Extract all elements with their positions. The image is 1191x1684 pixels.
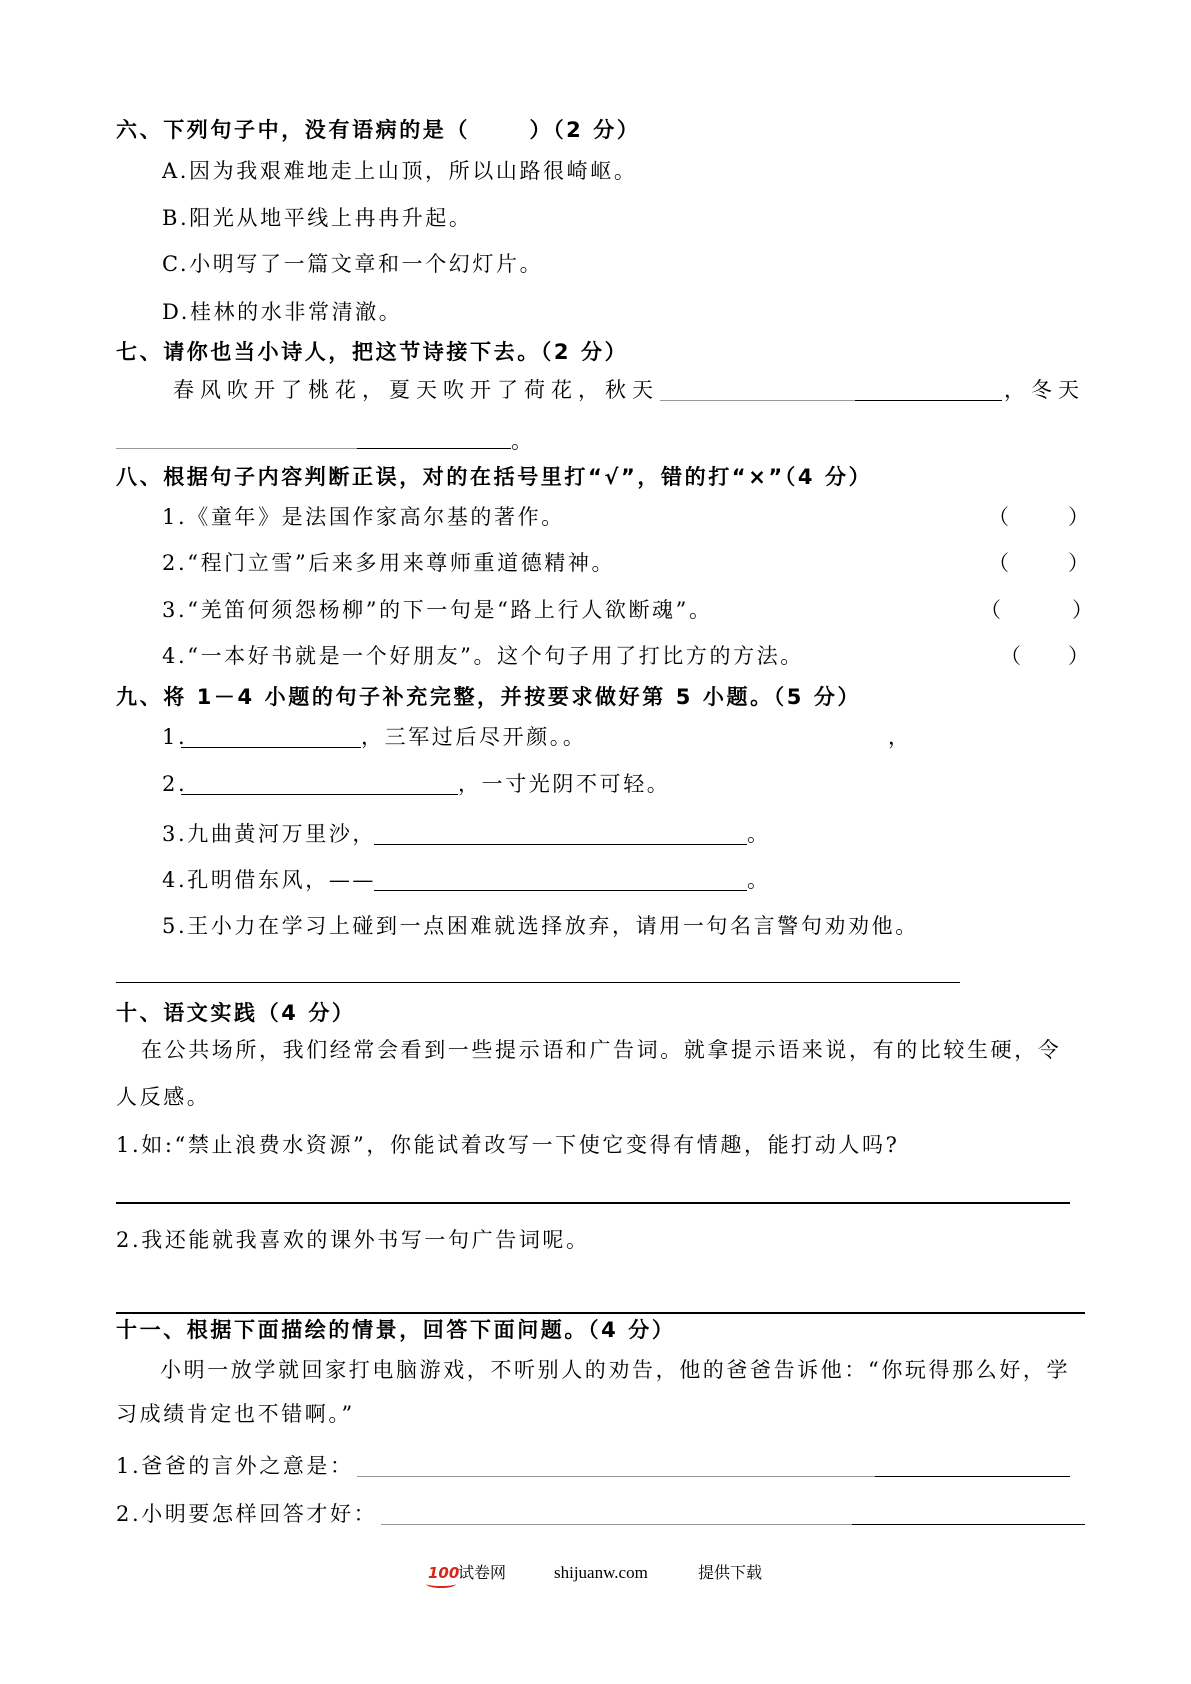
question-6-option-a: A.因为我艰难地走上山顶，所以山路很崎岖。	[162, 159, 638, 183]
fill-item-1-text: ，三军过后尽开颜。。	[361, 725, 587, 749]
question-9-heading: 九、将 1－4 小题的句子补充完整，并按要求做好第 5 小题。（5 分）	[116, 685, 862, 709]
poem-blank-2-grey	[116, 448, 357, 449]
poem-blank-1-grey	[660, 400, 855, 401]
poem-line-2-end: 。	[511, 429, 535, 453]
question-6-option-c: C.小明写了一篇文章和一个幻灯片。	[162, 252, 544, 276]
judgement-paren-open-4: （	[1000, 644, 1021, 668]
fill-item-3-end: 。	[747, 822, 771, 846]
fill-item-4-text: 4.孔明借东风，——	[162, 868, 377, 892]
footer-logo-number: 100	[428, 1564, 460, 1582]
question-11-subquestion-2: 2.小明要怎样回答才好：	[116, 1502, 378, 1526]
question-10-paragraph-line-1: 在公共场所，我们经常会看到一些提示语和广告词。就拿提示语来说，有的比较生硬，令	[141, 1038, 1062, 1062]
question-10-answer-line-1	[116, 1202, 828, 1204]
fill-item-3-blank	[374, 844, 747, 845]
judgement-paren-close-2: ）	[1068, 551, 1089, 575]
poem-line-1-end: ，冬天	[1004, 378, 1085, 402]
question-10-paragraph-line-2: 人反感。	[116, 1085, 211, 1109]
fill-item-4-end: 。	[747, 868, 771, 892]
judgement-paren-open-2: （	[988, 551, 1009, 575]
question-11-blank-1-grey	[357, 1476, 875, 1477]
judgement-paren-close-3: ）	[1072, 598, 1093, 622]
question-10-answer-line-1-end	[828, 1202, 1070, 1204]
question-8-heading: 八、根据句子内容判断正误，对的在括号里打“√”，错的打“×”（4 分）	[116, 465, 873, 489]
judgement-item-4: 4.“一本好书就是一个好朋友”。这个句子用了打比方的方法。	[162, 644, 804, 668]
question-6-heading: 六、下列句子中，没有语病的是（ ）（2 分）	[116, 118, 641, 142]
footer-note: 提供下载	[698, 1563, 763, 1582]
judgement-paren-close-1: ）	[1068, 505, 1089, 529]
question-10-answer-line-2	[116, 1312, 1085, 1314]
footer-logo-swoosh-icon	[426, 1580, 456, 1588]
judgement-item-2: 2.“程门立雪”后来多用来尊师重道德精神。	[162, 551, 616, 575]
question-10-subquestion-1: 1.如:“禁止浪费水资源”，你能试着改写一下使它变得有情趣，能打动人吗?	[116, 1133, 900, 1157]
question-7-heading: 七、请你也当小诗人，把这节诗接下去。（2 分）	[116, 340, 629, 364]
poem-blank-2	[357, 448, 511, 449]
question-11-blank-2	[852, 1524, 1085, 1525]
poem-line-1-start: 春风吹开了桃花，夏天吹开了荷花，秋天	[173, 378, 659, 402]
judgement-paren-close-4: ）	[1068, 644, 1089, 668]
footer-logo-text: 试卷网	[458, 1563, 507, 1582]
fill-item-5-answer-line	[116, 982, 960, 983]
judgement-paren-open-1: （	[988, 505, 1009, 529]
judgement-paren-open-3: （	[980, 598, 1001, 622]
question-11-paragraph-line-2: 习成绩肯定也不错啊。”	[116, 1402, 355, 1426]
footer-site: shijuanw.com	[554, 1563, 648, 1582]
question-10-subquestion-2: 2.我还能就我喜欢的课外书写一句广告词呢。	[116, 1228, 590, 1252]
fill-item-2-number: 2.	[162, 772, 188, 796]
question-11-blank-2-grey	[381, 1524, 852, 1525]
fill-item-1-number: 1.	[162, 725, 188, 749]
poem-blank-1	[855, 400, 1002, 401]
fill-item-4-blank	[374, 890, 747, 891]
question-11-blank-1	[875, 1476, 1070, 1477]
question-11-heading: 十一、根据下面描绘的情景，回答下面问题。（4 分）	[116, 1318, 676, 1342]
fill-item-3-text: 3.九曲黄河万里沙，	[162, 822, 377, 846]
question-11-subquestion-1: 1.爸爸的言外之意是：	[116, 1454, 354, 1478]
judgement-item-3: 3.“羌笛何须怨杨柳”的下一句是“路上行人欲断魂”。	[162, 598, 713, 622]
fill-item-2-blank	[181, 794, 458, 795]
judgement-item-1: 1.《童年》是法国作家高尔基的著作。	[162, 505, 565, 529]
question-6-option-b: B.阳光从地平线上冉冉升起。	[162, 206, 473, 230]
fill-item-1-blank	[181, 747, 361, 748]
question-6-option-d: D.桂林的水非常清澈。	[162, 300, 403, 324]
fill-item-5-text: 5.王小力在学习上碰到一点困难就选择放弃，请用一句名言警句劝劝他。	[162, 914, 919, 938]
question-10-heading: 十、语文实践（4 分）	[116, 1001, 356, 1025]
question-11-paragraph-line-1: 小明一放学就回家打电脑游戏，不听别人的劝告，他的爸爸告诉他：“你玩得那么好，学	[160, 1358, 1071, 1382]
fill-item-1-trailing-comma: ，	[888, 725, 912, 749]
fill-item-2-text: ，一寸光阴不可轻。	[458, 772, 671, 796]
